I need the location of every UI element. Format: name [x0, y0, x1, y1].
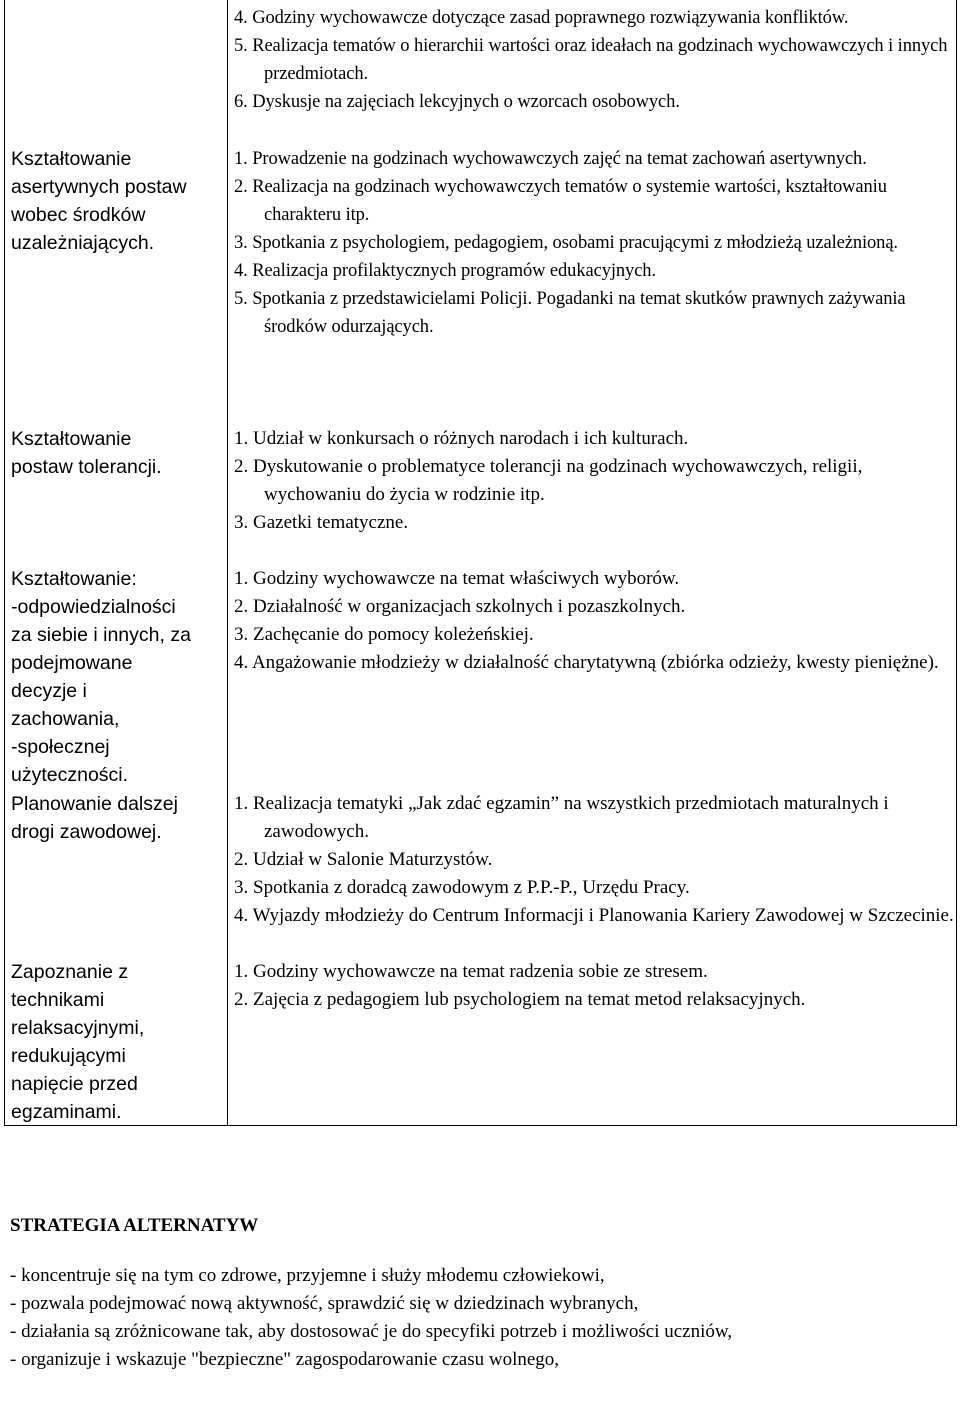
goal-line: drogi zawodowej. [11, 821, 162, 843]
activity-item: 1. Godziny wychowawcze na temat radzenia sobie ze stresem. [234, 961, 708, 982]
row-4-activities [234, 790, 954, 930]
strategy-bullet: - działania są zróżnicowane tak, aby dostosować je do specyfiki potrzeb i możliwości uczniów, [10, 1321, 733, 1342]
row-2-activities [234, 425, 954, 537]
row-3-activities [234, 565, 954, 677]
goal-line: Kształtowanie [11, 428, 132, 450]
goal-line: postaw tolerancji. [11, 456, 162, 478]
strategy-bullet: - koncentruje się na tym co zdrowe, przyjemne i służy młodemu człowiekowi, [10, 1265, 605, 1286]
activity-item: 3. Spotkania z doradcą zawodowym z P.P.-P., Urzędu Pracy. [234, 877, 690, 898]
goal-line: Planowanie dalszej [11, 793, 178, 815]
goal-line: podejmowane [11, 652, 133, 674]
row-5-goal [11, 958, 221, 1126]
strategy-bullet: - organizuje i wskazuje "bezpieczne" zagospodarowanie czasu wolnego, [10, 1349, 560, 1370]
activity-item: 3. Spotkania z psychologiem, pedagogiem, osobami pracującymi z młodzieżą uzależnioną. [234, 233, 898, 253]
activity-item: 2. Dyskutowanie o problematyce tolerancji na godzinach wychowawczych, religii, wychowaniu do życia w rodzinie itp. [234, 456, 863, 505]
row-5-activities [234, 958, 954, 1014]
strategy-heading: STRATEGIA ALTERNATYW [10, 1215, 259, 1236]
activity-item: 5. Realizacja tematów o hierarchii wartości oraz ideałach na godzinach wychowawczych i innych przedmiotach. [234, 36, 948, 84]
row-2-goal [11, 425, 221, 481]
goal-line: decyzje i [11, 680, 87, 702]
activity-item: 6. Dyskusje na zajęciach lekcyjnych o wzorcach osobowych. [234, 92, 680, 112]
goal-line: technikami [11, 989, 105, 1011]
row-3-goal [11, 565, 221, 789]
goal-line: Kształtowanie: [11, 568, 137, 590]
goal-line: relaksacyjnymi, [11, 1017, 145, 1039]
activity-item: 1. Udział w konkursach o różnych narodach i ich kulturach. [234, 428, 689, 449]
activity-item: 1. Prowadzenie na godzinach wychowawczych zajęć na temat zachowań asertywnych. [234, 149, 867, 169]
row-0-activities [234, 4, 954, 116]
activities-table [4, 0, 957, 1126]
goal-line: zachowania, [11, 708, 120, 730]
activity-item: 2. Zajęcia z pedagogiem lub psychologiem na temat metod relaksacyjnych. [234, 989, 806, 1010]
goal-line: asertywnych postaw [11, 176, 187, 198]
activity-item: 2. Realizacja na godzinach wychowawczych tematów o systemie wartości, kształtowaniu charakteru itp. [234, 177, 887, 225]
goal-line: Zapoznanie z [11, 961, 129, 983]
activity-item: 4. Angażowanie młodzieży w działalność charytatywną (zbiórka odzieży, kwesty pieniężne). [234, 652, 939, 673]
activity-item: 2. Udział w Salonie Maturzystów. [234, 849, 493, 870]
goal-line: za siebie i innych, za [11, 624, 191, 646]
activity-item: 2. Działalność w organizacjach szkolnych i pozaszkolnych. [234, 596, 686, 617]
goal-line: redukującymi [11, 1045, 126, 1067]
column-divider [227, 0, 228, 1125]
strategy-section [10, 1212, 950, 1374]
activity-item: 4. Godziny wychowawcze dotyczące zasad poprawnego rozwiązywania konfliktów. [234, 8, 849, 28]
activity-item: 3. Gazetki tematyczne. [234, 512, 409, 533]
goal-line: użyteczności. [11, 764, 129, 786]
activity-item: 3. Zachęcanie do pomocy koleżeńskiej. [234, 624, 534, 645]
goal-line: -społecznej [11, 736, 110, 758]
activity-item: 4. Realizacja profilaktycznych programów edukacyjnych. [234, 261, 656, 281]
row-1-goal [11, 145, 221, 257]
goal-line: uzależniających. [11, 232, 155, 254]
goal-line: napięcie przed [11, 1073, 138, 1095]
activity-item: 4. Wyjazdy młodzieży do Centrum Informacji i Planowania Kariery Zawodowej w Szczecinie. [234, 905, 954, 926]
activity-item: 5. Spotkania z przedstawicielami Policji. Pogadanki na temat skutków prawnych zażywania środków odurzających. [234, 289, 906, 337]
goal-line: wobec środków [11, 204, 146, 226]
goal-line: -odpowiedzialności [11, 596, 176, 618]
goal-line: Kształtowanie [11, 148, 132, 170]
strategy-bullet: - pozwala podejmować nową aktywność, sprawdzić się w dziedzinach wybranych, [10, 1293, 639, 1314]
row-4-goal [11, 790, 221, 846]
row-1-activities [234, 145, 954, 341]
activity-item: 1. Godziny wychowawcze na temat właściwych wyborów. [234, 568, 680, 589]
goal-line: egzaminami. [11, 1101, 122, 1123]
activity-item: 1. Realizacja tematyki „Jak zdać egzamin” na wszystkich przedmiotach maturalnych i zawodowych. [234, 793, 889, 842]
